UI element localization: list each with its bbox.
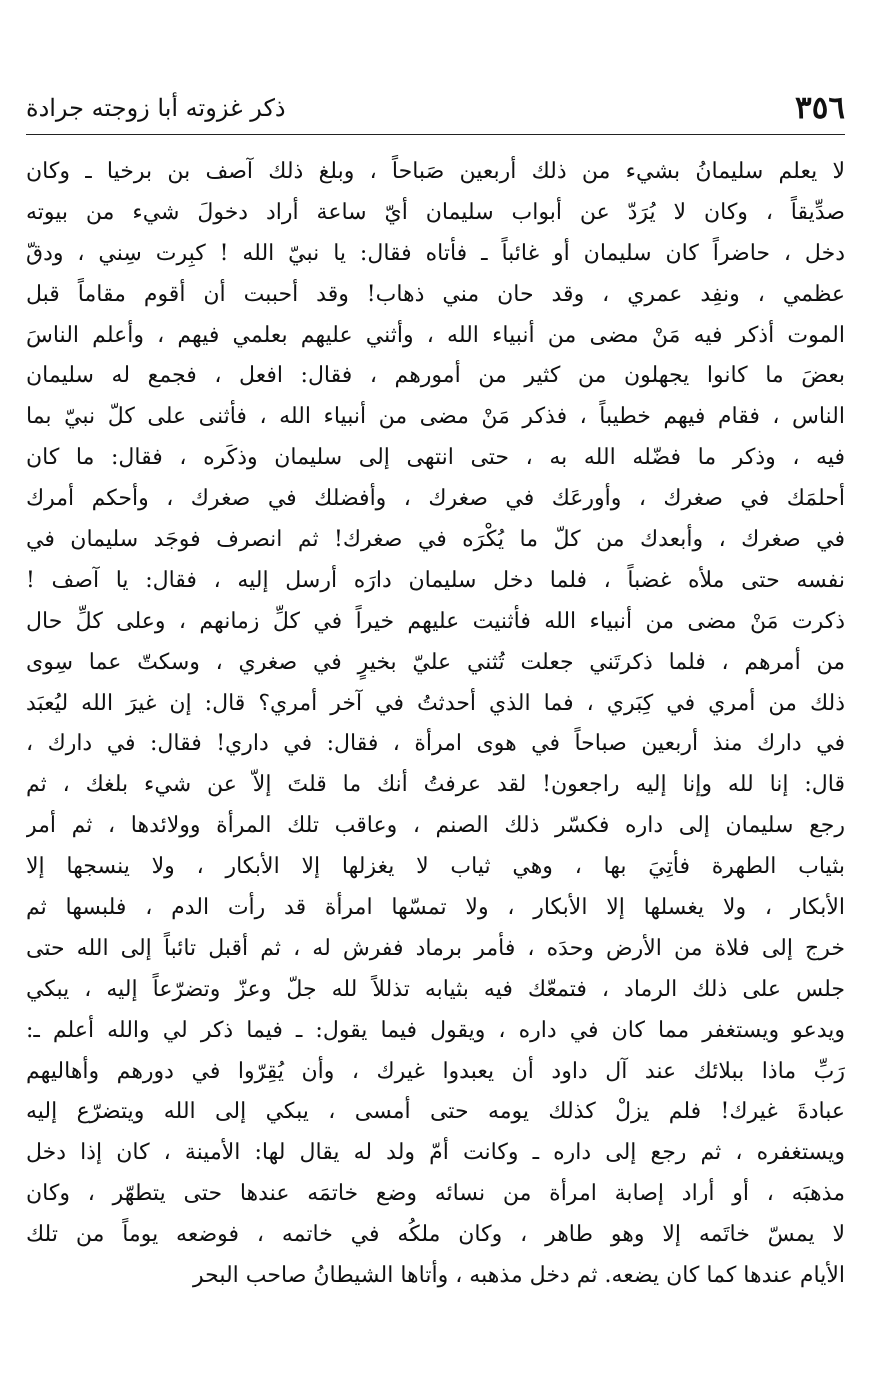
page-header [26,86,845,128]
text-line: رجع سليمان إلى داره فكسّر ذلك الصنم ، وعاقب تلك المرأة وولائدها ، ثم أمر [26,813,845,839]
text-line: لا يعلم سليمانُ بشيء من ذلك أربعين صَباحاً ، وبلغ ذلك آصف بن برخيا ـ وكان [26,159,845,184]
page-number: ٣٥٦ [795,90,845,126]
text-line: جلس على ذلك الرماد ، فتمعّك فيه بثيابه تذللاً لله جلّ وعزّ وتضرّعاً إليه ، يبكي [26,976,845,1002]
text-line: ويستغفره ، ثم رجع إلى داره ـ وكانت أمّ ولد له يقال لها: الأمينة ، كان إذا دخل [26,1140,845,1166]
text-line: في صغرك ، وأبعدك من كلّ ما يُكْرَه في صغرك! ثم انصرف فوجَد سليمان في [26,527,845,553]
text-line: ذكرت مَنْ مضى من أنبياء الله فأثنيت عليهم خيراً في كلِّ زمانهم ، وعلى كلِّ حال [26,608,845,634]
text-line: أحلمَك في صغرك ، وأورعَك في صغرك ، وأفضلك في صغرك ، وأحكم أمرك [26,486,845,512]
text-line: عظمي ، ونفِد عمري ، وقد حان مني ذهاب! وقد أحببت أن أقوم مقاماً قبل [26,281,845,307]
text-line: الأبكار ، ولا يغسلها إلا الأبكار ، ولا تمسّها امرأة قد رأت الدم ، فلبسها ثم [26,895,845,921]
body-text [26,152,845,1297]
text-line: صدِّيقاً ، وكان لا يُرَدّ عن أبواب سليمان أيّ ساعة أراد دخولَ شيء من بيوته [26,199,845,225]
header-divider [26,134,845,135]
text-line: لا يمسّ خاتَمه إلا وهو طاهر ، وكان ملكُه في خاتمه ، فوضعه يوماً من تلك [26,1222,845,1248]
text-line: من أمرهم ، فلما ذكرتَني جعلت تُثني عليّ بخيرٍ في صغري ، وسكتّ عما سِوى [26,649,845,675]
text-line: الموت أذكر فيه مَنْ مضى من أنبياء الله ، وأثني عليهم بعلمي فيهم ، وأعلم الناسَ [26,322,845,348]
text-line: الناس ، فقام فيهم خطيباً ، فذكر مَنْ مضى من أنبياء الله ، فأثنى على كلّ نبيّ بما [26,404,845,430]
text-line: رَبِّ ماذا ببلائك عند آل داود أن يعبدوا غيرك ، وأن يُقِرّوا في دورهم وأهاليهم [26,1058,845,1084]
text-line: مذهبَه ، أو أراد إصابة امرأة من نسائه وضع خاتمَه عندها حتى يتطهّر ، وكان [26,1181,845,1207]
text-line: ويدعو ويستغفر مما كان في داره ، ويقول فيما يقول: ـ فيما ذكر لي والله أعلم ـ: [26,1017,845,1043]
text-line: الأيام عندها كما كان يضعه. ثم دخل مذهبه ، وأتاها الشيطانُ صاحب البحر [193,1263,845,1289]
text-line: خرج إلى فلاة من الأرض وحدَه ، فأمر برماد ففرش له ، ثم أقبل تائباً إلى الله حتى [26,935,845,961]
text-line: بعضَ ما كانوا يجهلون من كثير من أمورهم ، فقال: افعل ، فجمع له سليمان [26,363,845,389]
text-line: في دارك منذ أربعين صباحاً في هوى امرأة ، فقال: في داري! فقال: في دارك ، [26,731,845,757]
text-line: عبادةَ غيرك! فلم يزلْ كذلك يومه حتى أمسى ، يبكي إلى الله ويتضرّع إليه [26,1099,845,1125]
text-line: دخل ، حاضراً كان سليمان أو غائباً ـ فأتاه فقال: يا نبيّ الله ! كبِرت سِني ، ودقّ [26,240,845,266]
text-line: فيه ، وذكر ما فضّله الله به ، حتى انتهى إلى سليمان وذكَره ، فقال: ما كان [26,445,845,471]
text-line: بثياب الطهرة فأتِيَ بها ، وهي ثياب لا يغزلها إلا الأبكار ، ولا ينسجها إلا [26,854,845,880]
text-line: ذلك من أمري في كِبَري ، فما الذي أحدثتُ في آخر أمري؟ قال: إن غيرَ الله ليُعبَد [26,690,845,716]
text-line: نفسه حتى ملأه غضباً ، فلما دخل سليمان دارَه أرسل إليه ، فقال: يا آصف ! [26,567,845,593]
text-line: قال: إنا لله وإنا إليه راجعون! لقد عرفتُ أنك ما قلتَ إلاّ عن شيء بلغك ، ثم [26,772,845,798]
running-title: ذكر غزوته أبا زوجته جرادة [26,94,286,122]
